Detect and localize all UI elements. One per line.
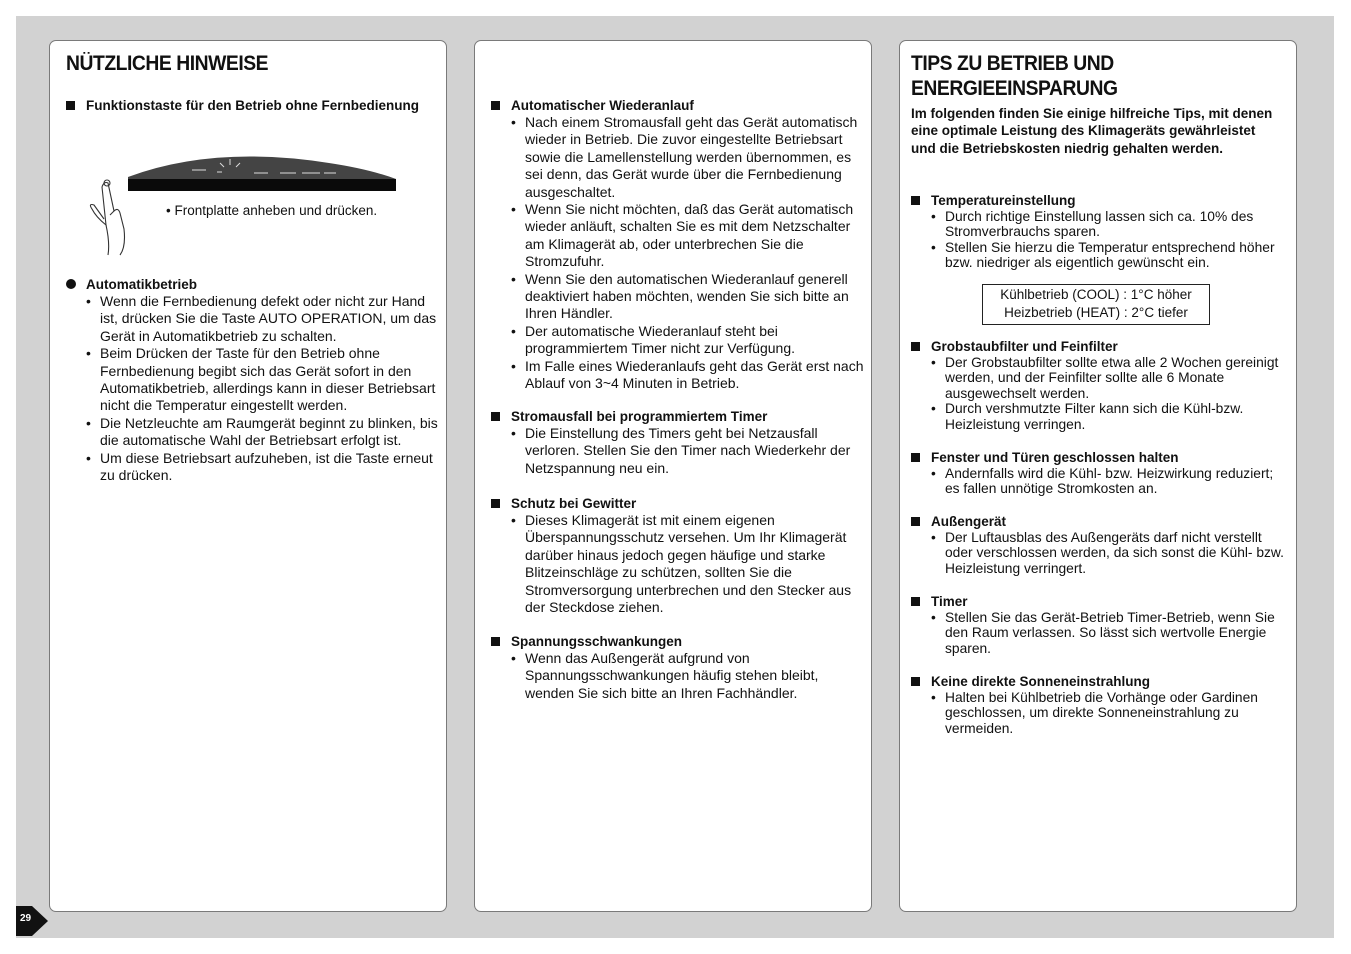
- section-heading: Außengerät: [931, 514, 1007, 529]
- square-bullet-icon: [491, 499, 500, 508]
- list-item: • Wenn die Fernbedienung defekt oder nicht zur Hand ist, drücken Sie die Taste AUTO OPERATION, um das Gerät in Automatikbetrieb zu schalten.: [86, 293, 438, 345]
- square-bullet-icon: [911, 342, 920, 351]
- section-heading: Keine direkte Sonneneinstrahlung: [931, 674, 1151, 689]
- section-heading: Temperatureinstellung: [931, 193, 1076, 208]
- pressing-hand-icon: [90, 180, 124, 255]
- list-item: • Im Falle eines Wiederanlaufs geht das Gerät erst nach Ablauf von 3~4 Minuten in Betrieb.: [511, 358, 865, 393]
- section-storm-protection: [491, 495, 865, 616]
- square-bullet-icon: [911, 453, 920, 462]
- section-auto-mode: [66, 276, 438, 484]
- title-nuetzliche-hinweise: NÜTZLICHE HINWEISE: [66, 52, 269, 75]
- section-timer-outage: [491, 408, 865, 477]
- list-item: • Um diese Betriebsart aufzuheben, ist die Taste erneut zu drücken.: [86, 450, 438, 485]
- round-bullet-icon: [66, 279, 76, 289]
- square-bullet-icon: [911, 597, 920, 606]
- section-heading: Timer: [931, 594, 968, 609]
- list-item: • Halten bei Kühlbetrieb die Vorhänge oder Gardinen geschlossen, um direkte Sonneneinstrahlung zu vermeiden.: [931, 690, 1291, 736]
- page-number: 29: [20, 913, 32, 924]
- section-auto-restart: [491, 97, 865, 393]
- heat-offset-text: Heizbetrieb (HEAT) : 2°C tiefer: [1004, 305, 1188, 320]
- list-item: • Stellen Sie das Gerät-Betrieb Timer-Betrieb, wenn Sie den Raum verlassen. So lässt sich wertvolle Energie sparen.: [931, 610, 1291, 656]
- cool-offset-text: Kühlbetrieb (COOL) : 1°C höher: [1000, 287, 1192, 302]
- square-bullet-icon: [66, 101, 75, 110]
- section-temperature: [911, 192, 1291, 271]
- list-item: • Der Luftausblas des Außengeräts darf nicht verstellt oder verschlossen werden, da sich sonst die Kühl- bzw. Heizleistung verringert.: [931, 530, 1291, 576]
- square-bullet-icon: [491, 101, 500, 110]
- list-item: • Die Netzleuchte am Raumgerät beginnt zu blinken, bis die automatische Wahl der Betriebsart erfolgt ist.: [86, 415, 438, 450]
- section-heading: Automatischer Wiederanlauf: [511, 98, 694, 113]
- illustration-caption: • Frontplatte anheben und drücken.: [166, 203, 378, 218]
- section-timer: [911, 593, 1291, 656]
- square-bullet-icon: [491, 412, 500, 421]
- temperature-offset-box: [982, 284, 1210, 325]
- square-bullet-icon: [911, 677, 920, 686]
- section-heading: Stromausfall bei programmiertem Timer: [511, 409, 768, 424]
- panel-energy-tips: [899, 40, 1297, 912]
- list-item: • Durch richtige Einstellung lassen sich ca. 10% des Stromverbrauchs sparen.: [931, 209, 1291, 240]
- list-item: • Wenn Sie nicht möchten, daß das Gerät automatisch wieder anläuft, schalten Sie es mit dem Netzschalter am Klimagerät ab, oder unterbrechen Sie die Stromzufuhr.: [511, 201, 865, 271]
- section-outdoor-unit: [911, 513, 1291, 576]
- list-item: • Der Grobstaubfilter sollte etwa alle 2 Wochen gereinigt werden, und der Feinfilter sollte alle 6 Monate ausgewechselt werden.: [931, 355, 1291, 401]
- square-bullet-icon: [491, 637, 500, 646]
- section-voltage-fluctuation: [491, 633, 865, 702]
- intro-text: Im folgenden finden Sie einige hilfreiche Tips, mit denen eine optimale Leistung des Klimageräts gewährleistet und die Betriebskosten niedrig gehalten werden.: [911, 106, 1273, 156]
- section-button-without-remote: [66, 97, 436, 114]
- list-item: • Nach einem Stromausfall geht das Gerät automatisch wieder in Betrieb. Die zuvor eingestellte Betriebsart sowie die Lamellenstellung werden übernommen, es sei denn, das Gerät wurde über die Fernbedienung ausgeschaltet.: [511, 114, 865, 201]
- panel-useful-tips: [49, 40, 447, 912]
- section-no-sunlight: [911, 673, 1291, 736]
- square-bullet-icon: [911, 196, 920, 205]
- title-line-1: TIPS ZU BETRIEB UND: [911, 52, 1114, 75]
- section-heading: Grobstaubfilter und Feinfilter: [931, 339, 1118, 354]
- list-item: • Die Einstellung des Timers geht bei Netzausfall verloren. Stellen Sie den Timer nach Wiederkehr der Netzspannung neu ein.: [511, 425, 865, 477]
- section-heading: Schutz bei Gewitter: [511, 496, 637, 511]
- list-item: • Durch vershmutzte Filter kann sich die Kühl-bzw. Heizleistung verringen.: [931, 401, 1291, 432]
- list-item: • Der automatische Wiederanlauf steht bei programmiertem Timer nicht zur Verfügung.: [511, 323, 865, 358]
- section-heading: Spannungsschwankungen: [511, 634, 683, 649]
- section-filters: [911, 338, 1291, 432]
- panel-restart-info: [474, 40, 872, 912]
- list-item: • Wenn Sie den automatischen Wiederanlauf generell deaktiviert haben möchten, wenden Sie sich bitte an Ihren Händler.: [511, 271, 865, 323]
- list-item: • Stellen Sie hierzu die Temperatur entsprechend höher bzw. niedriger als eigentlich gewünscht ein.: [931, 240, 1291, 271]
- title-tips: [911, 51, 1135, 101]
- title-line-2: ENERGIEEINSPARUNG: [911, 77, 1118, 100]
- list-item: • Dieses Klimagerät ist mit einem eigenen Überspannungsschutz versehen. Um Ihr Klimagerät darüber hinaus jedoch gegen häufige und starke Blitzeinschläge zu schützen, sollten Sie die Stromversorgung unterbrechen und den Stecker aus der Steckdose ziehen.: [511, 512, 865, 616]
- list-item: • Beim Drücken der Taste für den Betrieb ohne Fernbedienung begibt sich das Gerät sofort in den Automatikbetrieb, allerdings kann in dieser Betriebsart nicht die Temperatur eingestellt werden.: [86, 345, 438, 415]
- list-item: • Andernfalls wird die Kühl- bzw. Heizwirkung reduziert; es fallen unnötige Stromkosten an.: [931, 466, 1291, 497]
- section-heading: Fenster und Türen geschlossen halten: [931, 450, 1179, 465]
- list-item: • Wenn das Außengerät aufgrund von Spannungsschwankungen häufig stehen bleibt, wenden Sie sich bitte an Ihren Fachhändler.: [511, 650, 865, 702]
- section-doors-windows: [911, 449, 1291, 497]
- section-heading: Automatikbetrieb: [86, 277, 198, 292]
- square-bullet-icon: [911, 517, 920, 526]
- section-heading: Funktionstaste für den Betrieb ohne Fernbedienung: [86, 98, 420, 113]
